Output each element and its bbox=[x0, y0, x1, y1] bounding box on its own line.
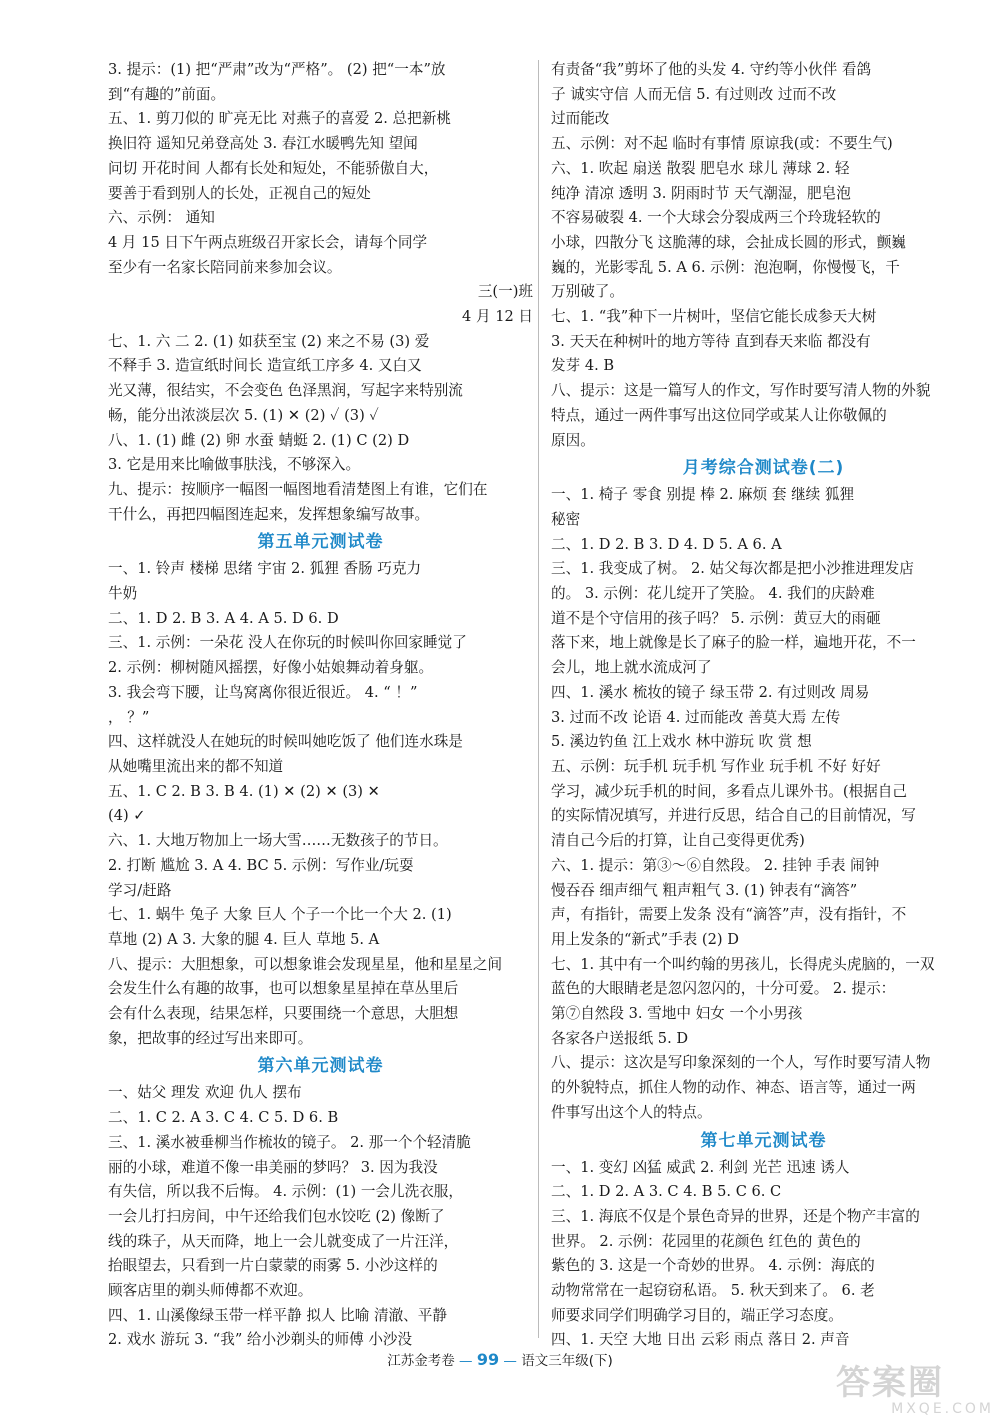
answer-line: 线的珠子，从天而降，地上一会儿就变成了一片汪洋， bbox=[108, 1232, 459, 1250]
answer-line: 万别破了。 bbox=[551, 283, 624, 301]
answer-line: 五、示例：玩手机 玩手机 写作业 玩手机 不好 好好 bbox=[551, 757, 881, 775]
answer-line: 九、提示：按顺序一幅图一幅图地看清楚图上有谁，它们在 bbox=[108, 480, 488, 498]
answer-line: 五、示例：对不起 临时有事情 原谅我(或：不要生气) bbox=[551, 135, 893, 153]
answer-line: 六、1. 大地万物加上一场大雪……无数孩子的节日。 bbox=[108, 832, 448, 850]
answer-line: 学习，减少玩手机的时间，多看点儿课外书。(根据自己 bbox=[551, 782, 907, 800]
answer-line: 三、1. 海底不仅是个景色奇异的世界，还是个物产丰富的 bbox=[551, 1207, 920, 1225]
answer-line: 二、1. D 2. B 3. D 4. D 5. A 6. A bbox=[551, 535, 782, 553]
answer-line: 八、提示：这次是写印象深刻的一个人，写作时要写清人物 bbox=[551, 1054, 931, 1072]
answer-line: 问切 开花时间 人都有长处和短处，不能骄傲自大， bbox=[108, 159, 439, 177]
answer-line: 秘密 bbox=[551, 510, 581, 528]
answer-line: 草地 (2) A 3. 大象的腿 4. 巨人 草地 5. A bbox=[108, 930, 380, 948]
answer-line: 三(一)班 bbox=[477, 283, 533, 301]
answer-line: 小球，四散分飞 这脆薄的球，会扯成长圆的形式，颤巍 bbox=[551, 233, 906, 251]
answer-line: 抬眼望去，只看到一片白蒙蒙的雨雾 5. 小沙这样的 bbox=[108, 1257, 438, 1275]
answer-line: 五、1. C 2. B 3. B 4. (1) ✕ (2) ✕ (3) ✕ bbox=[108, 782, 380, 800]
answer-line: 六、1. 提示：第③～⑥自然段。 2. 挂钟 手表 闹钟 bbox=[551, 856, 880, 874]
answer-line: 的外貌特点，抓住人物的动作、神态、语言等，通过一两 bbox=[551, 1079, 916, 1097]
answer-line: 声，有指针，需要上发条 没有“滴答”声，没有指针，不 bbox=[551, 906, 907, 924]
answer-line: 从她嘴里流出来的都不知道 bbox=[108, 757, 284, 775]
answer-line: 5. 溪边钓鱼 江上戏水 林中游玩 吹 赏 想 bbox=[551, 733, 812, 751]
answer-line: 三、1. 示例：一朵花 没人在你玩的时候叫你回家睡觉了 bbox=[108, 634, 467, 652]
answer-line: 慢吞吞 细声细气 粗声粗气 3. (1) 钟表有“滴答” bbox=[551, 881, 858, 899]
subject-grade: 语文三年级(下) bbox=[521, 1353, 613, 1369]
answer-line: 一、姑父 理发 欢迎 仇人 摆布 bbox=[108, 1084, 302, 1102]
answer-line: 七、1. “我”种下一片树叶，坚信它能长成参天大树 bbox=[551, 308, 877, 326]
answer-line: 蓝色的大眼睛老是忽闪忽闪的，十分可爱。 2. 提示： bbox=[551, 980, 896, 998]
answer-line: 三、1. 我变成了树。 2. 姑父每次都是把小沙推进理发店 bbox=[551, 560, 914, 578]
section-heading: 第六单元测试卷 bbox=[257, 1056, 384, 1077]
book-title: 江苏金考卷 bbox=[387, 1353, 455, 1369]
answer-line: 发芽 4. B bbox=[551, 357, 615, 375]
answer-line: 特点，通过一两件事写出这位同学或某人让你敬佩的 bbox=[551, 406, 887, 424]
section-heading: 月考综合测试卷(二) bbox=[682, 458, 845, 479]
answer-line: 各家各户送报纸 5. D bbox=[551, 1029, 689, 1047]
answer-line: 2. 戏水 游玩 3. “我” 给小沙剃头的师傅 小沙没 bbox=[108, 1331, 413, 1349]
answer-line: 八、提示：大胆想象，可以想象谁会发现星星，他和星星之间 bbox=[108, 955, 503, 973]
answer-line: ， ？” bbox=[108, 708, 150, 726]
answer-line: 落下来，地上就像是长了麻子的脸一样，遍地开花，不一 bbox=[551, 634, 916, 652]
answer-line: 畅，能分出浓淡层次 5. (1) ✕ (2) ✓ (3) ✓ bbox=[108, 406, 379, 424]
answer-line: 不释手 3. 造宣纸时间长 造宣纸工序多 4. 又白又 bbox=[108, 357, 422, 375]
answer-line: 光又薄，很结实，不会变色 色泽黑润，写起字来特别流 bbox=[108, 382, 463, 400]
answer-line: 3. 天天在种树叶的地方等待 直到春天来临 都没有 bbox=[551, 332, 871, 350]
answer-line: 至少有一名家长陪同前来参加会议。 bbox=[108, 258, 342, 276]
answer-line: 要善于看到别人的长处，正视自己的短处 bbox=[108, 184, 371, 202]
answer-line: 第⑦自然段 3. 雪地中 妇女 一个小男孩 bbox=[551, 1005, 803, 1023]
answer-line: 一会儿打扫房间，中午还给我们包水饺吃 (2) 像断了 bbox=[108, 1207, 445, 1225]
answer-line: 五、1. 剪刀似的 旷亮无比 对燕子的喜爱 2. 总把新桃 bbox=[108, 110, 451, 128]
answer-line: 清自己今后的打算，让自己变得更优秀) bbox=[551, 832, 805, 850]
answer-line: 换旧符 遥知兄弟登高处 3. 春江水暖鸭先知 望闻 bbox=[108, 135, 418, 153]
answer-line: 原因。 bbox=[551, 431, 595, 449]
answer-line: 3. 过而不改 论语 4. 过而能改 善莫大焉 左传 bbox=[551, 708, 841, 726]
answer-line: 的。 3. 示例：花儿绽开了笑脸。 4. 我们的庆龄难 bbox=[551, 585, 875, 603]
answer-line: 不容易破裂 4. 一个大球会分裂成两三个玲珑轻软的 bbox=[551, 209, 881, 227]
answer-line: 六、1. 吹起 扇送 散裂 肥皂水 球儿 薄球 2. 轻 bbox=[551, 159, 850, 177]
answer-line: 世界。 2. 示例：花园里的花颜色 红色的 黄色的 bbox=[551, 1232, 861, 1250]
answer-line: 的实际情况填写，并进行反思，结合自己的目前情况，写 bbox=[551, 807, 916, 825]
answer-line: 道不是个守信用的孩子吗？ 5. 示例：黄豆大的雨砸 bbox=[551, 609, 881, 627]
answer-line: 4 月 12 日 bbox=[462, 308, 533, 326]
answer-line: 四、1. 天空 大地 日出 云彩 雨点 落日 2. 声音 bbox=[551, 1331, 850, 1349]
answer-line: 件事写出这个人的特点。 bbox=[551, 1103, 712, 1121]
answer-line: 七、1. 其中有一个叫约翰的男孩儿，长得虎头虎脑的，一双 bbox=[551, 955, 935, 973]
watermark-url: MXQE.COM bbox=[891, 1401, 994, 1417]
answer-line: 过而能改 bbox=[551, 110, 610, 128]
answer-line: 会儿，地上就水流成河了 bbox=[551, 659, 712, 677]
answer-line: 会发生什么有趣的故事，也可以想象星星掉在草丛里后 bbox=[108, 980, 459, 998]
answer-line: 3. 它是用来比喻做事肤浅，不够深入。 bbox=[108, 456, 361, 474]
answer-line: 八、提示：这是一篇写人的作文，写作时要写清人物的外貌 bbox=[551, 382, 931, 400]
footer-separator: — bbox=[503, 1353, 517, 1369]
answer-line: 顾客店里的剃头师傅都不欢迎。 bbox=[108, 1282, 313, 1300]
answer-line: 二、1. D 2. B 3. A 4. A 5. D 6. D bbox=[108, 609, 339, 627]
section-heading: 第七单元测试卷 bbox=[700, 1130, 827, 1151]
answer-line: 师要求同学们明确学习目的，端正学习态度。 bbox=[551, 1306, 843, 1324]
answer-line: 二、1. D 2. A 3. C 4. B 5. C 6. C bbox=[551, 1183, 782, 1201]
answer-line: 2. 示例：柳树随风摇摆，好像小姑娘舞动着身躯。 bbox=[108, 659, 434, 677]
answer-line: 巍的，光影零乱 5. A 6. 示例：泡泡啊，你慢慢飞，千 bbox=[551, 258, 900, 276]
answer-line: 象，把故事的经过写出来即可。 bbox=[108, 1029, 313, 1047]
answer-line: 有责备“我”剪坏了他的头发 4. 守约等小伙伴 看鸽 bbox=[551, 61, 872, 78]
left-answer-column bbox=[108, 58, 533, 1353]
answer-line: (4) ✓ bbox=[108, 807, 146, 825]
watermark-title: 答案圈 bbox=[836, 1363, 944, 1403]
watermark-logo bbox=[836, 1365, 1000, 1422]
answer-line: 丽的小球，难道不像一串美丽的梦吗？ 3. 因为我没 bbox=[108, 1158, 438, 1176]
answer-line: 干什么，再把四幅图连起来，发挥想象编写故事。 bbox=[108, 505, 430, 523]
answer-line: 牛奶 bbox=[108, 585, 138, 603]
answer-line: 学习/赶路 bbox=[108, 881, 172, 899]
answer-line: 3. 我会弯下腰，让鸟窝离你很近很近。 4. “ ！” bbox=[108, 683, 418, 701]
answer-line: 到“有趣的”前面。 bbox=[108, 85, 226, 103]
right-answer-column bbox=[551, 58, 976, 1353]
footer-separator: — bbox=[459, 1353, 473, 1369]
answer-line: 纯净 清凉 透明 3. 阴雨时节 天气潮湿，肥皂泡 bbox=[551, 184, 851, 202]
answer-line: 有失信，所以我不后悔。 4. 示例：(1) 一会儿洗衣服， bbox=[108, 1183, 463, 1201]
answer-line: 七、1. 蜗牛 兔子 大象 巨人 个子一个比一个大 2. (1) bbox=[108, 906, 452, 924]
answer-line: 四、这样就没人在她玩的时候叫她吃饭了 他们连水珠是 bbox=[108, 733, 463, 751]
page-number: 99 bbox=[476, 1350, 500, 1369]
answer-line: 四、1. 山溪像绿玉带一样平静 拟人 比喻 清澈、平静 bbox=[108, 1306, 447, 1324]
section-heading: 第五单元测试卷 bbox=[257, 532, 384, 553]
answer-line: 一、1. 铃声 楼梯 思绪 宇宙 2. 狐狸 香肠 巧克力 bbox=[108, 560, 422, 578]
answer-line: 一、1. 变幻 凶猛 威武 2. 利剑 光芒 迅速 诱人 bbox=[551, 1158, 850, 1176]
answer-line: 4 月 15 日下午两点班级召开家长会，请每个同学 bbox=[108, 233, 428, 251]
column-divider bbox=[538, 60, 539, 1338]
answer-line: 三、1. 溪水被垂柳当作梳妆的镜子。 2. 那一个个轻清脆 bbox=[108, 1133, 471, 1151]
answer-line: 四、1. 溪水 梳妆的镜子 绿玉带 2. 有过则改 周易 bbox=[551, 683, 870, 701]
answer-line: 六、示例： 通知 bbox=[108, 209, 215, 227]
answer-line: 七、1. 六 二 2. (1) 如获至宝 (2) 来之不易 (3) 爱 bbox=[108, 332, 430, 350]
answer-line: 3. 提示：(1) 把“严肃”改为“严格”。 (2) 把“一本”放 bbox=[108, 61, 446, 78]
answer-line: 一、1. 椅子 零食 别提 棒 2. 麻烦 套 继续 狐狸 bbox=[551, 486, 855, 504]
answer-line: 八、1. (1) 雌 (2) 卵 水蚕 蜻蜓 2. (1) C (2) D bbox=[108, 431, 410, 449]
answer-line: 会有什么表现，结果怎样，只要围绕一个意思，大胆想 bbox=[108, 1005, 459, 1023]
answer-line: 二、1. C 2. A 3. C 4. C 5. D 6. B bbox=[108, 1109, 339, 1127]
answer-line: 用上发条的“新式”手表 (2) D bbox=[551, 930, 739, 948]
answer-line: 2. 打断 尴尬 3. A 4. BC 5. 示例：写作业/玩耍 bbox=[108, 856, 414, 874]
answer-line: 动物常常在一起窃窃私语。 5. 秋天到来了。 6. 老 bbox=[551, 1282, 875, 1300]
answer-line: 紫色的 3. 这是一个奇妙的世界。 4. 示例：海底的 bbox=[551, 1257, 875, 1275]
answer-line: 子 诚实守信 人而无信 5. 有过则改 过而不改 bbox=[551, 85, 837, 103]
